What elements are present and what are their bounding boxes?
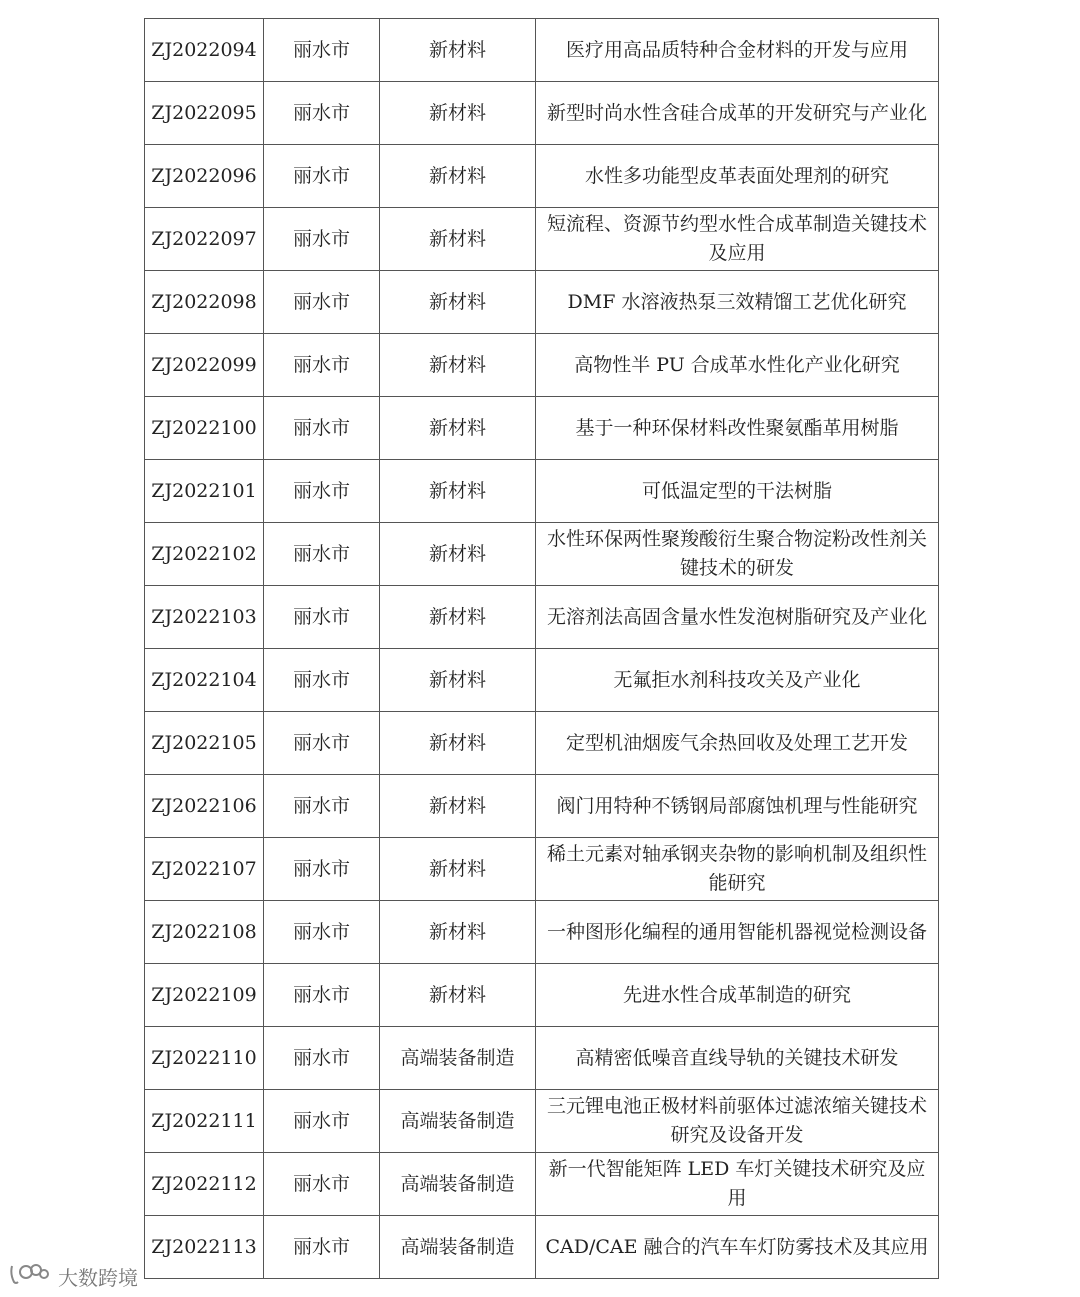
cell-city: 丽水市 [264, 1090, 380, 1153]
table-row [145, 964, 939, 1027]
cell-code: ZJ2022107 [145, 838, 264, 901]
cell-project: 医疗用高品质特种合金材料的开发与应用 [536, 19, 939, 82]
cell-code: ZJ2022109 [145, 964, 264, 1027]
cell-city: 丽水市 [264, 649, 380, 712]
cell-city: 丽水市 [264, 271, 380, 334]
cell-project: 基于一种环保材料改性聚氨酯革用树脂 [536, 397, 939, 460]
cell-city: 丽水市 [264, 19, 380, 82]
cell-project: 可低温定型的干法树脂 [536, 460, 939, 523]
cell-city: 丽水市 [264, 1216, 380, 1279]
cell-field: 新材料 [380, 649, 536, 712]
table-row [145, 838, 939, 901]
cell-field: 新材料 [380, 775, 536, 838]
table-row [145, 1216, 939, 1279]
table-row [145, 460, 939, 523]
cell-code: ZJ2022096 [145, 145, 264, 208]
cell-project: 三元锂电池正极材料前驱体过滤浓缩关键技术研究及设备开发 [536, 1090, 939, 1153]
cell-code: ZJ2022108 [145, 901, 264, 964]
cell-city: 丽水市 [264, 712, 380, 775]
cell-code: ZJ2022099 [145, 334, 264, 397]
table-row [145, 712, 939, 775]
table-row [145, 271, 939, 334]
cell-city: 丽水市 [264, 901, 380, 964]
cell-code: ZJ2022103 [145, 586, 264, 649]
cell-city: 丽水市 [264, 1153, 380, 1216]
watermark-text: 大数跨境 [58, 1266, 138, 1290]
cell-code: ZJ2022098 [145, 271, 264, 334]
table-row [145, 145, 939, 208]
cell-field: 新材料 [380, 208, 536, 271]
cell-city: 丽水市 [264, 145, 380, 208]
table-row [145, 649, 939, 712]
cell-code: ZJ2022112 [145, 1153, 264, 1216]
cell-city: 丽水市 [264, 208, 380, 271]
table-row [145, 19, 939, 82]
cell-field: 新材料 [380, 145, 536, 208]
table-row [145, 586, 939, 649]
cell-code: ZJ2022110 [145, 1027, 264, 1090]
cell-project: 先进水性合成革制造的研究 [536, 964, 939, 1027]
cell-project: 新型时尚水性含硅合成革的开发研究与产业化 [536, 82, 939, 145]
cell-city: 丽水市 [264, 838, 380, 901]
cell-city: 丽水市 [264, 964, 380, 1027]
cell-city: 丽水市 [264, 523, 380, 586]
cell-field: 高端装备制造 [380, 1027, 536, 1090]
table-row [145, 1027, 939, 1090]
cell-field: 新材料 [380, 901, 536, 964]
cell-field: 新材料 [380, 712, 536, 775]
table-row [145, 523, 939, 586]
cell-city: 丽水市 [264, 397, 380, 460]
cell-project: 水性多功能型皮革表面处理剂的研究 [536, 145, 939, 208]
cell-field: 新材料 [380, 838, 536, 901]
cell-field: 高端装备制造 [380, 1153, 536, 1216]
table-row [145, 208, 939, 271]
cell-code: ZJ2022105 [145, 712, 264, 775]
table-row [145, 397, 939, 460]
cell-code: ZJ2022113 [145, 1216, 264, 1279]
cell-project: 定型机油烟废气余热回收及处理工艺开发 [536, 712, 939, 775]
cell-code: ZJ2022100 [145, 397, 264, 460]
cell-project: 水性环保两性聚羧酸衍生聚合物淀粉改性剂关键技术的研发 [536, 523, 939, 586]
cell-field: 新材料 [380, 82, 536, 145]
cell-project: DMF 水溶液热泵三效精馏工艺优化研究 [536, 271, 939, 334]
cell-code: ZJ2022095 [145, 82, 264, 145]
cell-project: 高精密低噪音直线导轨的关键技术研发 [536, 1027, 939, 1090]
cell-project: 高物性半 PU 合成革水性化产业化研究 [536, 334, 939, 397]
cell-city: 丽水市 [264, 460, 380, 523]
cell-project: 阀门用特种不锈钢局部腐蚀机理与性能研究 [536, 775, 939, 838]
table-row [145, 901, 939, 964]
table-row [145, 334, 939, 397]
cell-code: ZJ2022104 [145, 649, 264, 712]
bubble-logo-icon [8, 1262, 52, 1291]
cell-city: 丽水市 [264, 82, 380, 145]
cell-city: 丽水市 [264, 334, 380, 397]
cell-field: 高端装备制造 [380, 1090, 536, 1153]
cell-project: 短流程、资源节约型水性合成革制造关键技术及应用 [536, 208, 939, 271]
cell-project: CAD/CAE 融合的汽车车灯防雾技术及其应用 [536, 1216, 939, 1279]
cell-code: ZJ2022101 [145, 460, 264, 523]
table-row [145, 1153, 939, 1216]
cell-project: 无溶剂法高固含量水性发泡树脂研究及产业化 [536, 586, 939, 649]
cell-field: 新材料 [380, 397, 536, 460]
cell-code: ZJ2022111 [145, 1090, 264, 1153]
cell-code: ZJ2022094 [145, 19, 264, 82]
cell-city: 丽水市 [264, 775, 380, 838]
table-row [145, 82, 939, 145]
cell-code: ZJ2022102 [145, 523, 264, 586]
cell-project: 无氟拒水剂科技攻关及产业化 [536, 649, 939, 712]
cell-project: 新一代智能矩阵 LED 车灯关键技术研究及应用 [536, 1153, 939, 1216]
project-table [144, 18, 939, 1279]
table-row [145, 1090, 939, 1153]
cell-field: 新材料 [380, 460, 536, 523]
cell-field: 新材料 [380, 19, 536, 82]
cell-project: 稀土元素对轴承钢夹杂物的影响机制及组织性能研究 [536, 838, 939, 901]
cell-field: 新材料 [380, 964, 536, 1027]
cell-field: 高端装备制造 [380, 1216, 536, 1279]
cell-field: 新材料 [380, 586, 536, 649]
cell-city: 丽水市 [264, 1027, 380, 1090]
cell-code: ZJ2022097 [145, 208, 264, 271]
cell-field: 新材料 [380, 271, 536, 334]
cell-project: 一种图形化编程的通用智能机器视觉检测设备 [536, 901, 939, 964]
cell-field: 新材料 [380, 334, 536, 397]
cell-city: 丽水市 [264, 586, 380, 649]
watermark [8, 1262, 138, 1291]
cell-field: 新材料 [380, 523, 536, 586]
cell-code: ZJ2022106 [145, 775, 264, 838]
table-row [145, 775, 939, 838]
